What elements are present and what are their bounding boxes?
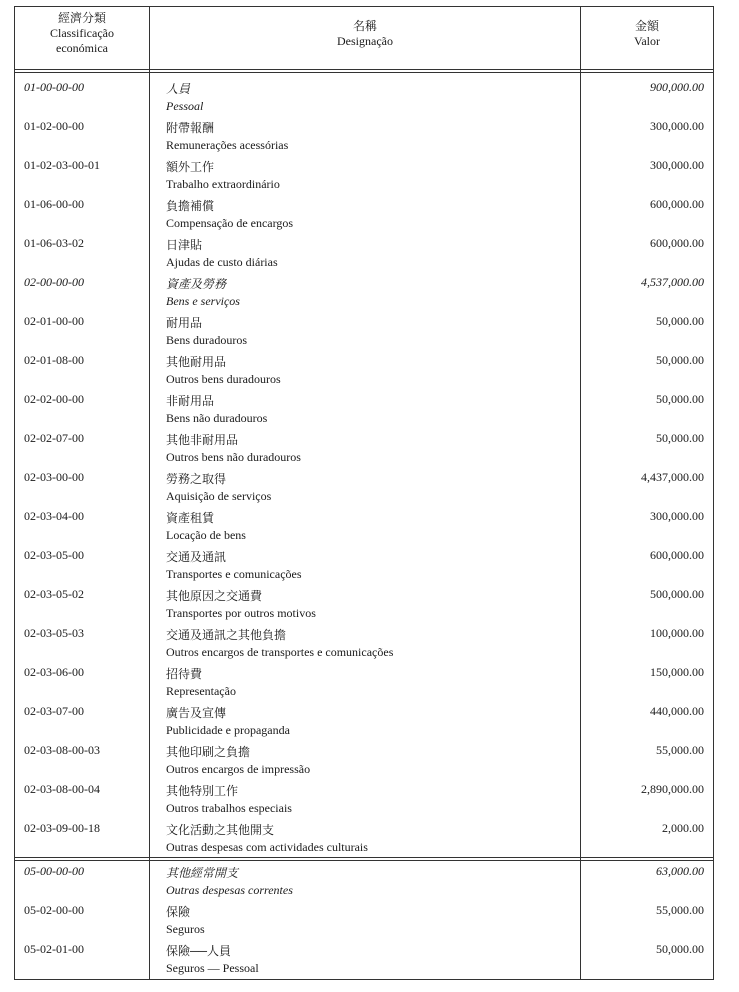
row-name-pt: Outros bens não duradouros — [166, 450, 301, 464]
row-name-zh: 交通及通訊 — [166, 550, 227, 564]
row-name-pt: Representação — [166, 684, 236, 698]
row-amount: 600,000.00 — [650, 548, 704, 562]
row-name-zh: 其他耐用品 — [166, 355, 227, 369]
row-name-zh: 其他經常開支 — [166, 866, 239, 880]
row-name-zh: 招待費 — [166, 667, 203, 681]
row-name-zh: 資產及勞務 — [166, 277, 227, 291]
row-code: 02-03-06-00 — [24, 665, 84, 679]
row-name-zh: 附帶報酬 — [166, 121, 215, 135]
row-code: 01-02-03-00-01 — [24, 158, 100, 172]
row-name-zh: 交通及通訊之其他負擔 — [166, 628, 287, 642]
row-name-pt: Compensação de encargos — [166, 216, 294, 230]
row-code: 02-03-05-00 — [24, 548, 84, 562]
row-code: 05-02-01-00 — [24, 942, 84, 956]
table-header — [15, 7, 713, 69]
row-amount: 300,000.00 — [650, 509, 704, 523]
row-code: 02-02-00-00 — [24, 392, 84, 406]
row-name-pt: Outros encargos de impressão — [166, 762, 311, 776]
row-code: 05-02-00-00 — [24, 903, 84, 917]
row-name-zh: 文化活動之其他開支 — [166, 823, 275, 837]
header-rule — [15, 69, 713, 70]
table-row — [15, 463, 713, 502]
row-amount: 50,000.00 — [656, 431, 704, 445]
row-name-zh: 其他原因之交通費 — [166, 589, 263, 603]
row-name-zh: 勞務之取得 — [166, 472, 227, 486]
table-row — [15, 697, 713, 736]
row-code: 02-01-00-00 — [24, 314, 84, 328]
row-name-zh: 日津貼 — [166, 238, 203, 252]
row-amount: 50,000.00 — [656, 942, 704, 956]
row-amount: 2,890,000.00 — [641, 782, 704, 796]
row-code: 01-06-03-02 — [24, 236, 84, 250]
table-row — [15, 775, 713, 814]
row-code: 05-00-00-00 — [24, 864, 84, 878]
row-code: 02-01-08-00 — [24, 353, 84, 367]
row-name-zh: 非耐用品 — [166, 394, 215, 408]
table-row — [15, 736, 713, 775]
row-name-pt: Bens não duradouros — [166, 411, 268, 425]
row-name-zh: 保險 — [166, 905, 191, 919]
row-name-zh: 其他特別工作 — [166, 784, 239, 798]
table-row — [15, 619, 713, 658]
row-code: 01-06-00-00 — [24, 197, 84, 211]
table-row — [15, 346, 713, 385]
row-amount: 600,000.00 — [650, 197, 704, 211]
row-code: 02-03-00-00 — [24, 470, 84, 484]
row-amount: 63,000.00 — [656, 864, 704, 878]
header-value-zh: 金額 — [634, 19, 659, 33]
row-code: 02-03-04-00 — [24, 509, 84, 523]
row-name-pt: Aquisição de serviços — [166, 489, 272, 503]
table-row — [15, 580, 713, 619]
row-code: 02-03-05-02 — [24, 587, 84, 601]
row-amount: 600,000.00 — [650, 236, 704, 250]
table-row — [15, 857, 713, 896]
row-name-zh: 資產租賃 — [166, 511, 215, 525]
table-row — [15, 896, 713, 935]
row-name-zh: 耐用品 — [166, 316, 203, 330]
table-row — [15, 385, 713, 424]
row-amount: 55,000.00 — [656, 903, 704, 917]
row-name-pt: Outras despesas correntes — [166, 883, 293, 897]
row-amount: 50,000.00 — [656, 392, 704, 406]
header-classification-zh: 經濟分類 — [57, 11, 106, 25]
header-value-pt: Valor — [634, 34, 660, 48]
row-name-pt: Transportes por outros motivos — [166, 606, 316, 620]
row-name-pt: Seguros — Pessoal — [166, 961, 259, 975]
row-amount: 50,000.00 — [656, 314, 704, 328]
row-name-pt: Outras despesas com actividades culturais — [166, 840, 368, 854]
row-amount: 440,000.00 — [650, 704, 704, 718]
row-name-zh: 保險──人員 — [166, 944, 232, 958]
row-name-pt: Outros trabalhos especiais — [166, 801, 292, 815]
budget-table — [14, 6, 714, 980]
row-amount: 500,000.00 — [650, 587, 704, 601]
table-row — [15, 307, 713, 346]
table-row — [15, 424, 713, 463]
row-name-pt: Remunerações acessórias — [166, 138, 289, 152]
table-row — [15, 935, 713, 974]
header-designation-pt: Designação — [337, 34, 393, 48]
row-name-zh: 其他印刷之負擔 — [166, 745, 251, 759]
table-row — [15, 151, 713, 190]
row-code: 02-02-07-00 — [24, 431, 84, 445]
header-classification-pt-1: Classificação — [50, 26, 114, 40]
row-code: 01-02-00-00 — [24, 119, 84, 133]
header-designation-zh: 名稱 — [352, 19, 377, 33]
table-row — [15, 541, 713, 580]
table-row — [15, 268, 713, 307]
table-row — [15, 658, 713, 697]
row-amount: 4,537,000.00 — [641, 275, 704, 289]
row-name-zh: 其他非耐用品 — [166, 433, 239, 447]
row-amount: 300,000.00 — [650, 119, 704, 133]
row-code: 02-03-08-00-04 — [24, 782, 100, 796]
row-name-zh: 廣告及宣傳 — [166, 706, 227, 720]
row-name-pt: Bens duradouros — [166, 333, 247, 347]
row-name-pt: Publicidade e propaganda — [166, 723, 290, 737]
row-amount: 150,000.00 — [650, 665, 704, 679]
row-name-pt: Bens e serviços — [166, 294, 240, 308]
row-amount: 4,437,000.00 — [641, 470, 704, 484]
table-row — [15, 814, 713, 853]
row-name-pt: Ajudas de custo diárias — [166, 255, 278, 269]
table-row — [15, 190, 713, 229]
table-row — [15, 73, 713, 112]
header-classification — [15, 7, 149, 73]
row-name-pt: Pessoal — [166, 99, 204, 113]
header-classification-pt-2: económica — [56, 41, 108, 55]
row-code: 02-03-08-00-03 — [24, 743, 100, 757]
row-amount: 2,000.00 — [662, 821, 704, 835]
table-row — [15, 229, 713, 268]
row-amount: 300,000.00 — [650, 158, 704, 172]
row-amount: 55,000.00 — [656, 743, 704, 757]
row-name-pt: Seguros — [166, 922, 205, 936]
row-name-zh: 額外工作 — [166, 160, 215, 174]
table-row — [15, 502, 713, 541]
row-name-pt: Locação de bens — [166, 528, 246, 542]
row-amount: 100,000.00 — [650, 626, 704, 640]
row-code: 02-03-07-00 — [24, 704, 84, 718]
table-row — [15, 112, 713, 151]
row-code: 01-00-00-00 — [24, 80, 84, 94]
row-code: 02-00-00-00 — [24, 275, 84, 289]
row-amount: 50,000.00 — [656, 353, 704, 367]
row-code: 02-03-09-00-18 — [24, 821, 100, 835]
row-name-zh: 負擔補償 — [166, 199, 215, 213]
row-name-pt: Transportes e comunicações — [166, 567, 302, 581]
row-name-pt: Trabalho extraordinário — [166, 177, 280, 191]
row-amount: 900,000.00 — [650, 80, 704, 94]
row-code: 02-03-05-03 — [24, 626, 84, 640]
row-name-zh: 人員 — [166, 82, 191, 96]
row-name-pt: Outros encargos de transportes e comunicações — [166, 645, 394, 659]
row-name-pt: Outros bens duradouros — [166, 372, 281, 386]
